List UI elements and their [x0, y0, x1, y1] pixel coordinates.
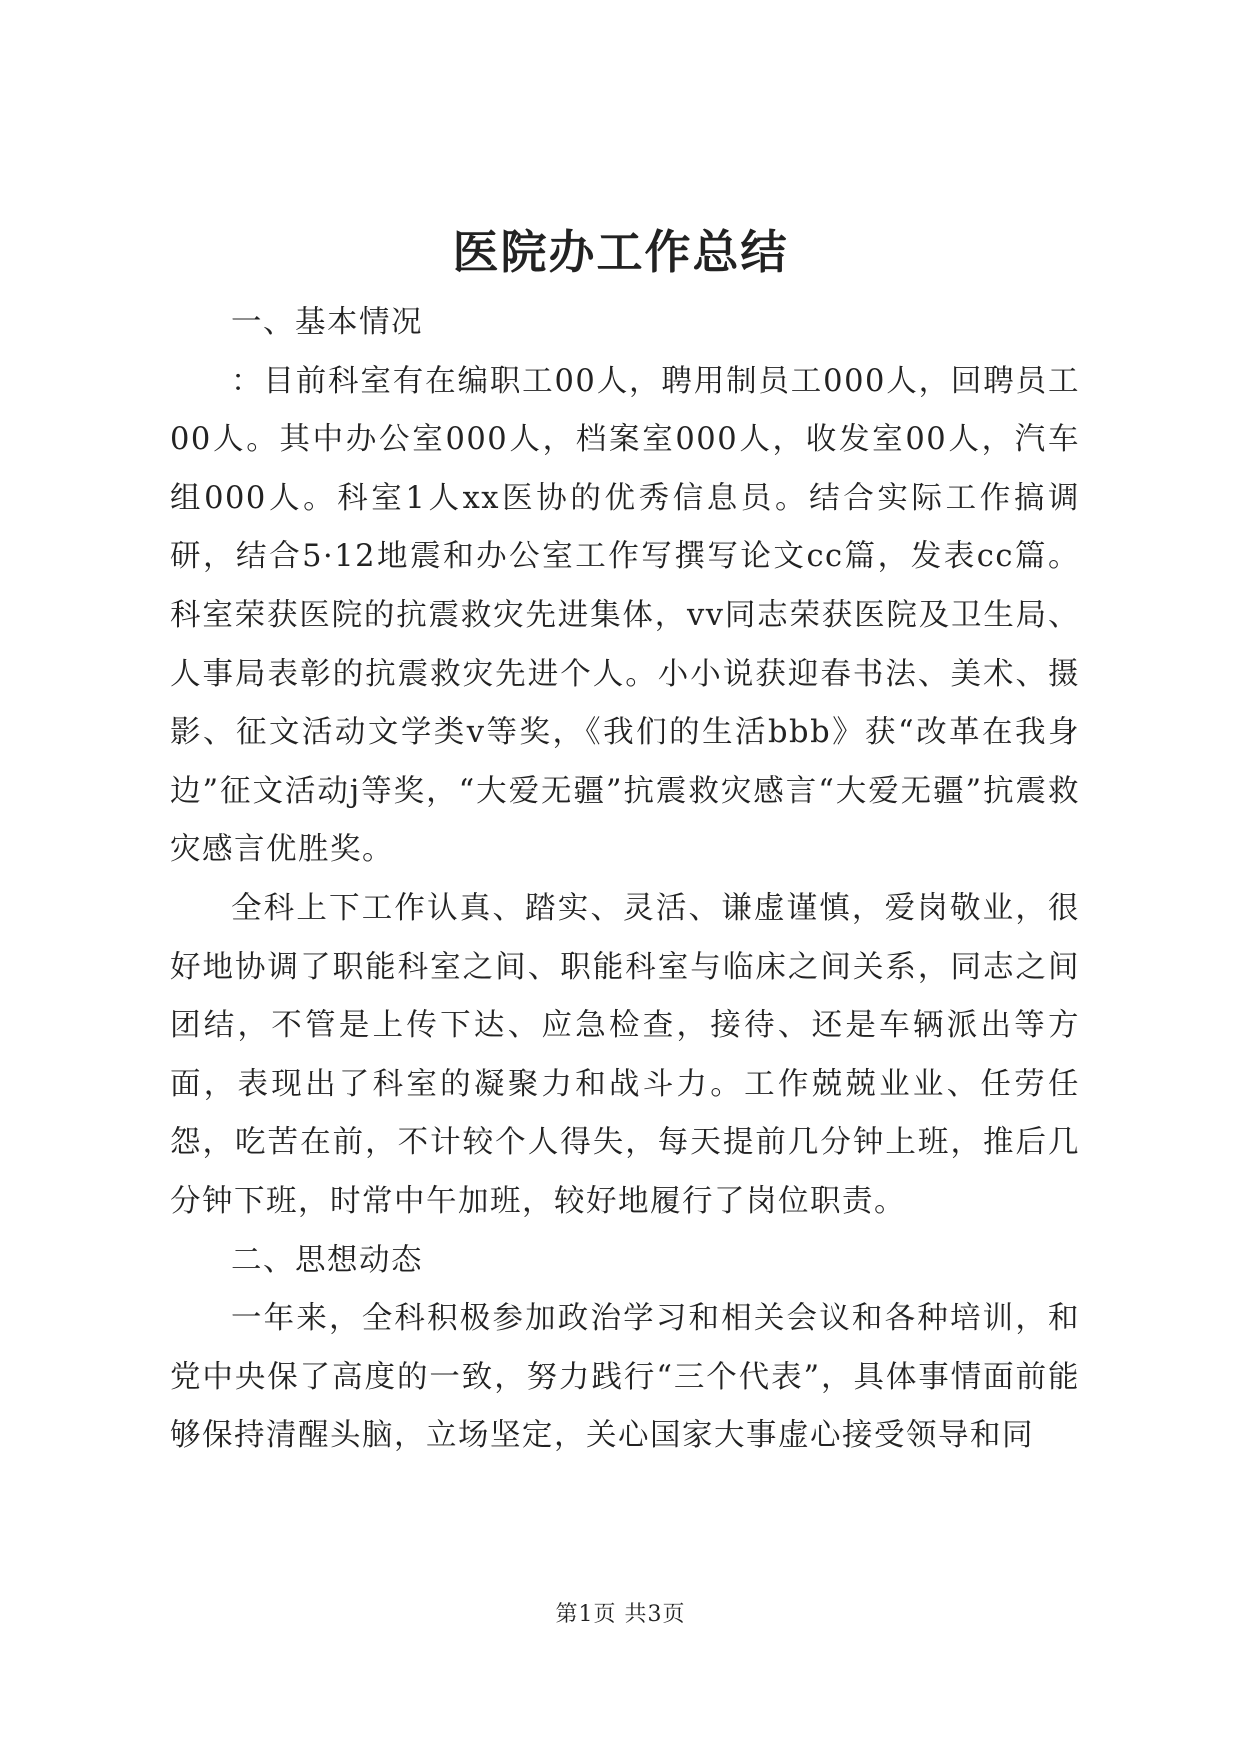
- paragraph-political-study: 一年来，全科积极参加政治学习和相关会议和各种培训，和党中央保了高度的一致，努力践行“三个代表”，具体事情面前能够保持清醒头脑，立场坚定，关心国家大事虚心接受领导和同: [170, 1301, 1080, 1454]
- document-title: 医院办工作总结: [452, 225, 789, 279]
- paragraph-staff-overview: ：目前科室有在编职工00人，聘用制员工000人，回聘员工00人。其中办公室000人，档案室000人，收发室00人，汽车组000人。科室1人xx医协的优秀信息员。结合实际工作搞调研，结合5·12地震和办公室工作写撰写论文cc篇，发表cc篇。科室荣获医院的抗震救灾先进集体，vv同志荣获医院及卫生局、人事局表彰的抗震救灾先进个人。小小说获迎春书法、美术、摄影、征文活动文学类v等奖，《我们的生活bbb》获“改革在我身边”征文活动j等奖，“大爱无疆”抗震救灾感言“大爱无疆”抗震救灾感言优胜奖。: [170, 363, 1080, 868]
- page-number-footer: 第1页 共3页: [555, 1602, 686, 1627]
- section-heading-ideological-status: 二、思想动态: [231, 1242, 423, 1278]
- section-heading-basic-situation: 一、基本情况: [231, 305, 423, 340]
- paragraph-work-attitude: 全科上下工作认真、踏实、灵活、谦虚谨慎，爱岗敬业，很好地协调了职能科室之间、职能科室与临床之间关系，同志之间团结，不管是上传下达、应急检查，接待、还是车辆派出等方面，表现出了科室的凝聚力和战斗力。工作兢兢业业、任劳任怨，吃苦在前，不计较个人得失，每天提前几分钟上班，推后几分钟下班，时常中午加班，较好地履行了岗位职责。: [170, 890, 1080, 1219]
- document-body: [170, 294, 1080, 1466]
